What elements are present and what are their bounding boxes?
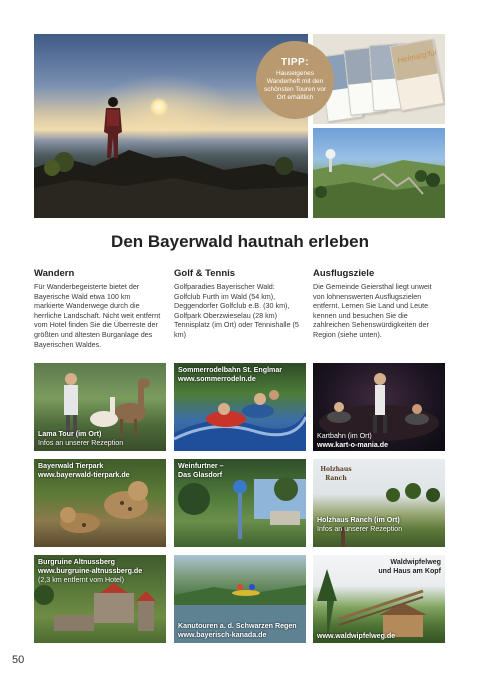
tile-kanutouren <box>174 555 306 643</box>
landscape <box>313 128 445 218</box>
page-title: Den Bayerwald hautnah erleben <box>111 232 369 251</box>
tile-lama-tour <box>34 363 166 451</box>
tile-caption <box>317 516 402 534</box>
tile-caption <box>38 462 130 480</box>
tipp-badge <box>256 41 334 119</box>
tile-subtitle: Infos an unserer Rezeption <box>38 439 124 447</box>
tile-kartbahn <box>313 363 445 451</box>
column-golf-tennis <box>174 268 302 340</box>
tile-url: www.bayerwald-tierpark.de <box>38 471 130 479</box>
tile-caption <box>178 366 282 384</box>
hiker-silhouette <box>100 96 126 166</box>
tile-title: Kanutouren a. d. Schwarzen Regen <box>178 622 297 630</box>
tile-subtitle: Infos an unserer Rezeption <box>317 525 403 533</box>
radar-tower-photo <box>313 128 445 218</box>
tile-subtitle: Das Glasdorf <box>178 471 223 479</box>
tile-title: Bayerwald Tierpark <box>38 462 104 470</box>
sun <box>150 98 168 116</box>
column-text: Golfparadies Bayerischer Wald: Golfclub Furth im Wald (54 km), Deggendorfer Golfclub e.B. (30 km), Golfpark Oberzwieselau (28 km) Tennisplatz (im Ort) oder Tennishalle (5 km) <box>174 282 299 339</box>
tile-caption <box>38 430 123 448</box>
tile-burgruine-altnussberg <box>34 555 166 643</box>
column-title: Golf & Tennis <box>174 268 236 279</box>
tile-url: www.kart-o-mania.de <box>317 441 389 449</box>
tile-title: Sommerrodelbahn St. Englmar <box>178 366 283 374</box>
tile-title: Waldwipfelweg <box>390 558 441 566</box>
tipp-title: TIPP: <box>280 57 310 68</box>
tile-waldwipfelweg <box>313 555 445 643</box>
tile-url: www.bayerisch-kanada.de <box>178 631 267 639</box>
tile-title: Burgruine Altnussberg <box>38 558 115 566</box>
tile-url: www.sommerrodeln.de <box>178 375 256 383</box>
brochure-brand: Heimatg'fui <box>396 47 438 66</box>
tile-note: (2,3 km entfernt vom Hotel) <box>38 576 124 584</box>
column-text: Für Wanderbegeisterte bietet der Bayerische Wald etwa 100 km markierte Wanderwege durch die herrliche Landschaft. Nicht weit entfernt vom Hotel finden Sie die Überreste der größten und ältesten Burganlage des Bayerischen Waldes. <box>34 282 161 349</box>
tile-subtitle: und Haus am Kopf <box>378 567 441 575</box>
tile-caption <box>378 558 441 576</box>
tile-title: Holzhaus Ranch (im Ort) <box>317 516 400 524</box>
tile-sommerrodelbahn <box>174 363 306 451</box>
tile-bayerwald-tierpark <box>34 459 166 547</box>
column-title: Wandern <box>34 268 75 279</box>
tile-caption <box>178 462 224 480</box>
column-ausflugsziele <box>313 268 445 340</box>
tile-caption <box>178 622 297 640</box>
tile-title: Lama Tour (im Ort) <box>38 430 102 438</box>
tile-url: www.burgruine-altnussberg.de <box>38 567 143 575</box>
page-number: 50 <box>12 654 25 666</box>
tile-holzhaus-ranch <box>313 459 445 547</box>
column-text: Die Gemeinde Geiersthal liegt unweit von lohnenswerten Ausflugszielen entfernt. Lernen Sie Land und Leute kennen und besuchen Sie die zahlreichen Sehenswürdigkeiten der Region (siehe unten). <box>313 282 432 339</box>
column-wandern <box>34 268 162 349</box>
rock-ridge <box>34 128 308 218</box>
tile-title: Kartbahn (im Ort) <box>317 432 372 440</box>
tile-caption <box>317 432 388 450</box>
column-title: Ausflugsziele <box>313 268 375 279</box>
tile-caption <box>38 558 142 585</box>
ranch-sign-logo: Holzhaus Ranch <box>320 466 352 482</box>
tile-url: www.waldwipfelweg.de <box>317 632 396 640</box>
tile-title: Weinfurtner – <box>178 462 224 470</box>
tile-glasdorf <box>174 459 306 547</box>
tipp-text: Hauseigenes Wanderheft mit den schönsten Touren vor Ort erhältlich <box>263 70 327 101</box>
